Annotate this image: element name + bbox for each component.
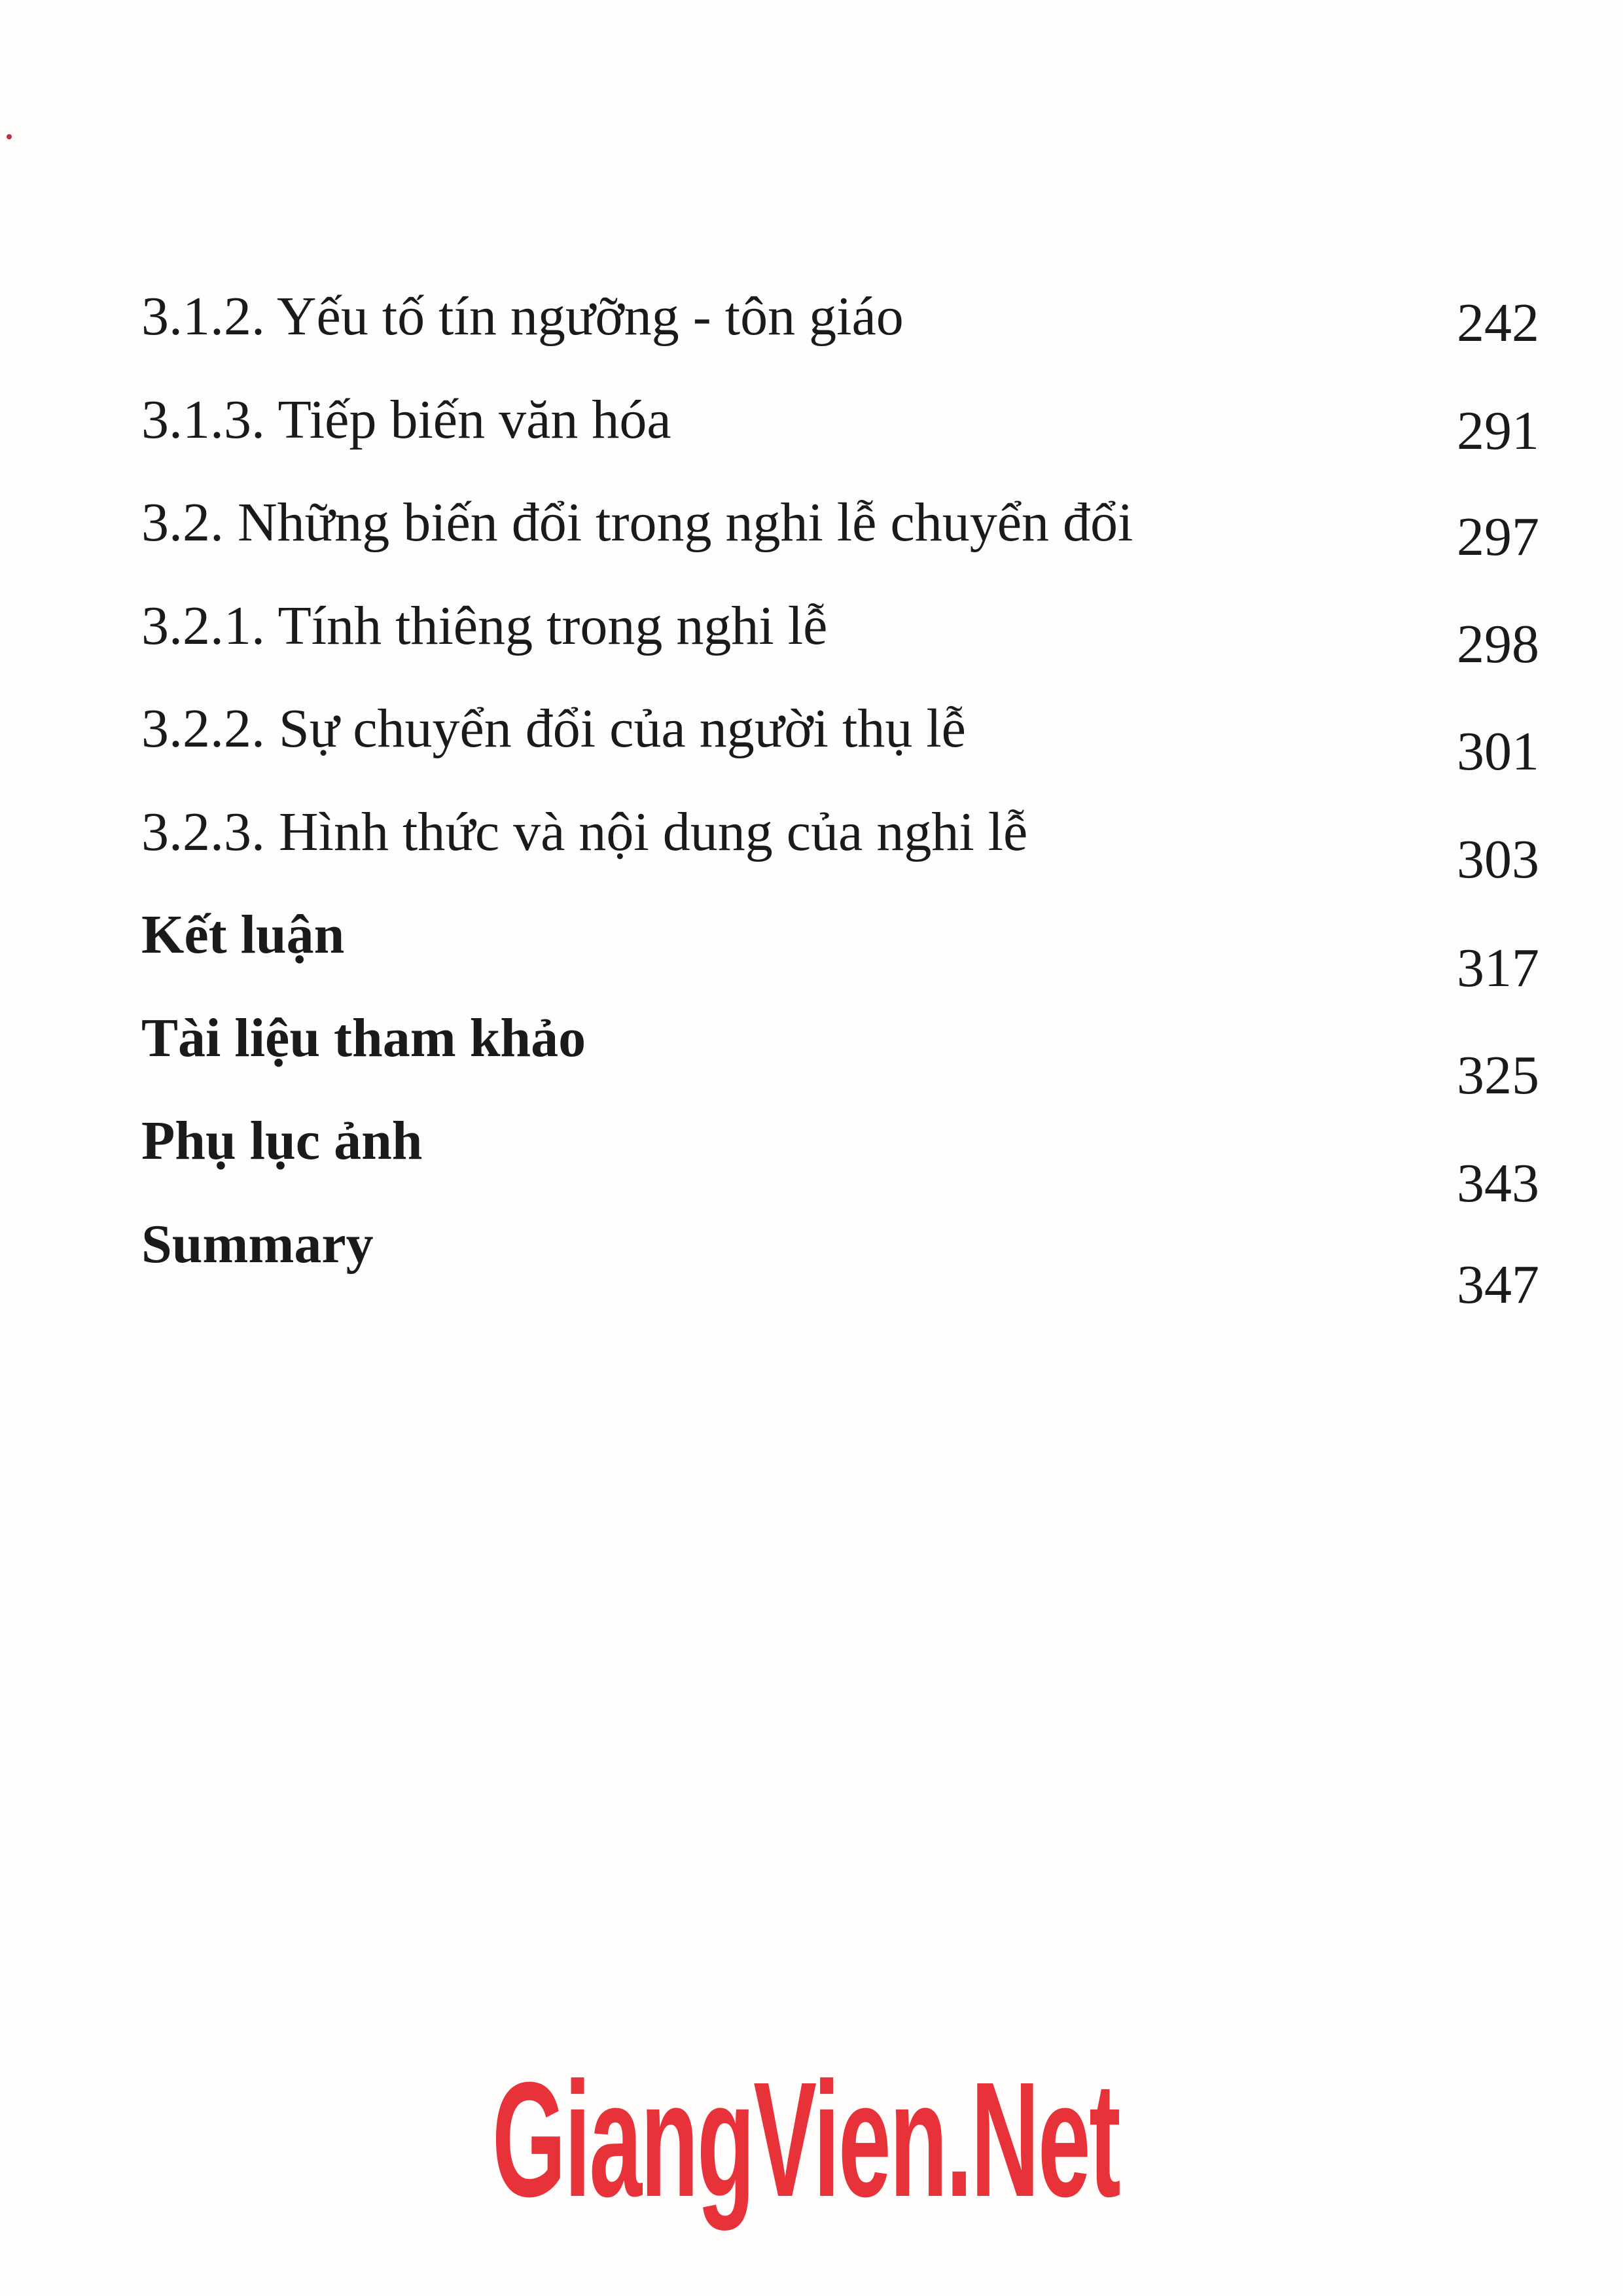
toc-entry-title: Summary: [141, 1214, 374, 1275]
toc-entry-title: 3.2.3. Hình thức và nội dung của nghi lễ: [141, 802, 1028, 862]
toc-entry-page: 303: [1457, 829, 1539, 890]
toc-entry-title: 3.1.2. Yếu tố tín ngưỡng - tôn giáo: [141, 286, 904, 347]
toc-entry-title: Kết luận: [141, 904, 345, 965]
toc-entry-page: 325: [1457, 1045, 1539, 1106]
toc-entry-title: 3.2. Những biến đổi trong nghi lễ chuyển đổi: [141, 492, 1133, 553]
toc-entry-title: 3.1.3. Tiếp biến văn hóa: [141, 389, 671, 450]
watermark-logo: [492, 2048, 1147, 2231]
watermark-text: GiangVien.Net: [492, 2048, 1120, 2231]
toc-entry-page: 343: [1457, 1153, 1539, 1214]
toc-entry-title: Phụ lục ảnh: [141, 1110, 423, 1171]
toc-entry-page: 242: [1457, 292, 1539, 353]
toc-entry-title: 3.2.1. Tính thiêng trong nghi lễ: [141, 595, 828, 656]
toc-entry-page: 347: [1457, 1254, 1539, 1315]
toc-entry-page: 297: [1457, 506, 1539, 567]
toc-entry-title: Tài liệu tham khảo: [141, 1008, 586, 1069]
scan-speck: [7, 134, 12, 139]
toc-entry-title: 3.2.2. Sự chuyển đổi của người thụ lễ: [141, 698, 966, 759]
toc-entry-page: 301: [1457, 721, 1539, 782]
toc-entry-page: 317: [1457, 938, 1539, 998]
toc-entry-page: 298: [1457, 614, 1539, 675]
toc-entry-page: 291: [1457, 400, 1539, 461]
